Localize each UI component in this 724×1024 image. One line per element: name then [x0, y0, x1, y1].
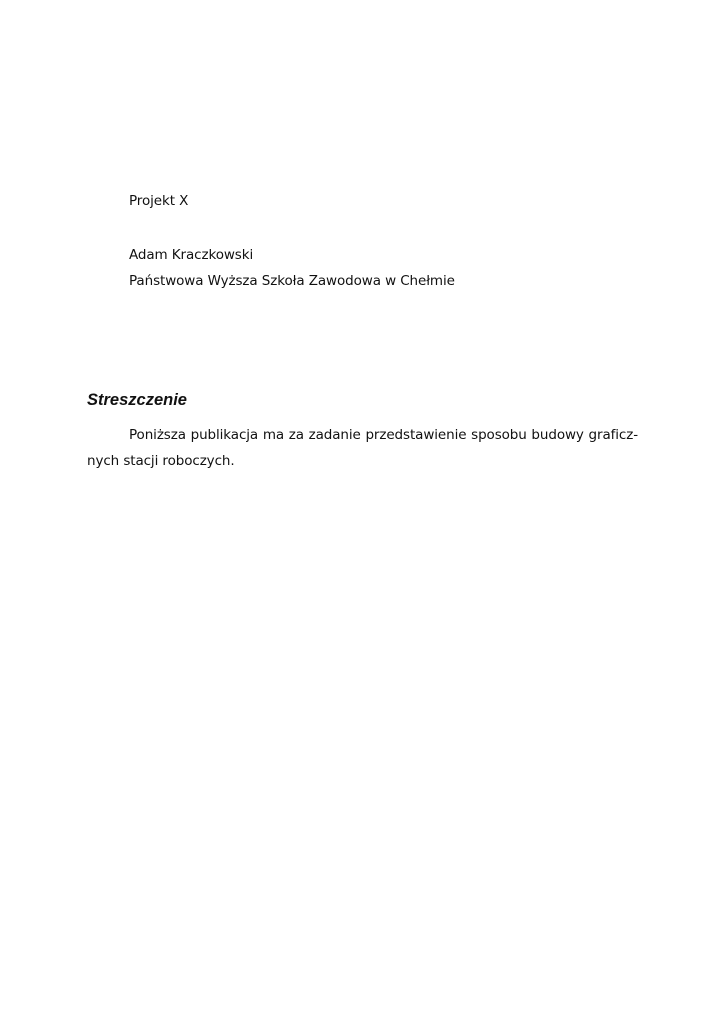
author-affiliation: Państwowa Wyższa Szkoła Zawodowa w Chełmie — [129, 273, 455, 289]
abstract-paragraph-line: Poniższa publikacja ma za zadanie przedstawienie sposobu budowy graficz- — [129, 427, 638, 443]
project-title: Projekt X — [129, 193, 189, 209]
abstract-heading: Streszczenie — [87, 391, 187, 409]
abstract-paragraph-line: nych stacji roboczych. — [87, 453, 235, 469]
author-name: Adam Kraczkowski — [129, 247, 254, 263]
